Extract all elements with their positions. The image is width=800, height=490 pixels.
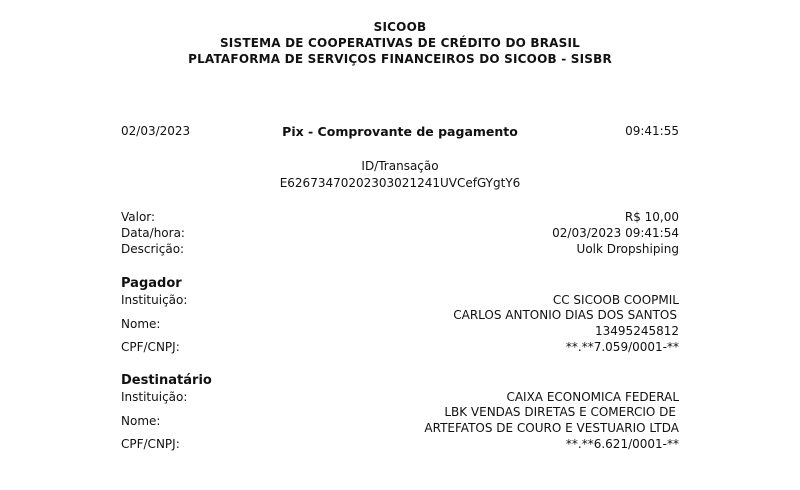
header-sicoob: SICOOB: [373, 20, 427, 34]
valor-label: Valor:: [121, 210, 156, 224]
transaction-id-value: E62673470202303021241UVCefGYgtY6: [279, 176, 521, 190]
header-platform-name: PLATAFORMA DE SERVIÇOS FINANCEIROS DO SICOOB - SISBR: [188, 52, 612, 66]
receipt-time: 09:41:55: [625, 124, 679, 138]
descricao-value: Uolk Dropshiping: [576, 242, 679, 256]
destinatario-nome-line2: ARTEFATOS DE COURO E VESTUARIO LTDA: [424, 421, 679, 435]
destinatario-instituicao-label: Instituição:: [121, 390, 188, 404]
pagador-section-title: Pagador: [121, 276, 182, 291]
datahora-label: Data/hora:: [121, 226, 185, 240]
destinatario-nome-line1: LBK VENDAS DIRETAS E COMERCIO DE: [444, 405, 676, 419]
descricao-label: Descrição:: [121, 242, 185, 256]
pagador-instituicao-value: CC SICOOB COOPMIL: [552, 293, 679, 307]
transaction-id-label: ID/Transação: [361, 159, 439, 173]
pagador-nome-line1: CARLOS ANTONIO DIAS DOS SANTOS: [453, 308, 677, 322]
pagador-instituicao-label: Instituição:: [121, 293, 188, 307]
destinatario-instituicao-value: CAIXA ECONOMICA FEDERAL: [506, 390, 679, 404]
pagador-cpf-label: CPF/CNPJ:: [121, 340, 180, 354]
header-system-name: SISTEMA DE COOPERATIVAS DE CRÉDITO DO BRASIL: [219, 36, 581, 50]
destinatario-nome-label: Nome:: [121, 414, 161, 428]
destinatario-cpf-value: **.**6.621/0001-**: [565, 437, 679, 451]
destinatario-section-title: Destinatário: [121, 373, 212, 388]
pagador-nome-label: Nome:: [121, 317, 161, 331]
destinatario-cpf-label: CPF/CNPJ:: [121, 437, 180, 451]
pagador-cpf-value: **.**7.059/0001-**: [565, 340, 679, 354]
pagador-nome-line2: 13495245812: [595, 324, 679, 338]
datahora-value: 02/03/2023 09:41:54: [552, 226, 679, 240]
receipt-date: 02/03/2023: [121, 124, 191, 138]
receipt-title: Pix - Comprovante de pagamento: [282, 124, 518, 139]
valor-value: R$ 10,00: [624, 210, 679, 224]
